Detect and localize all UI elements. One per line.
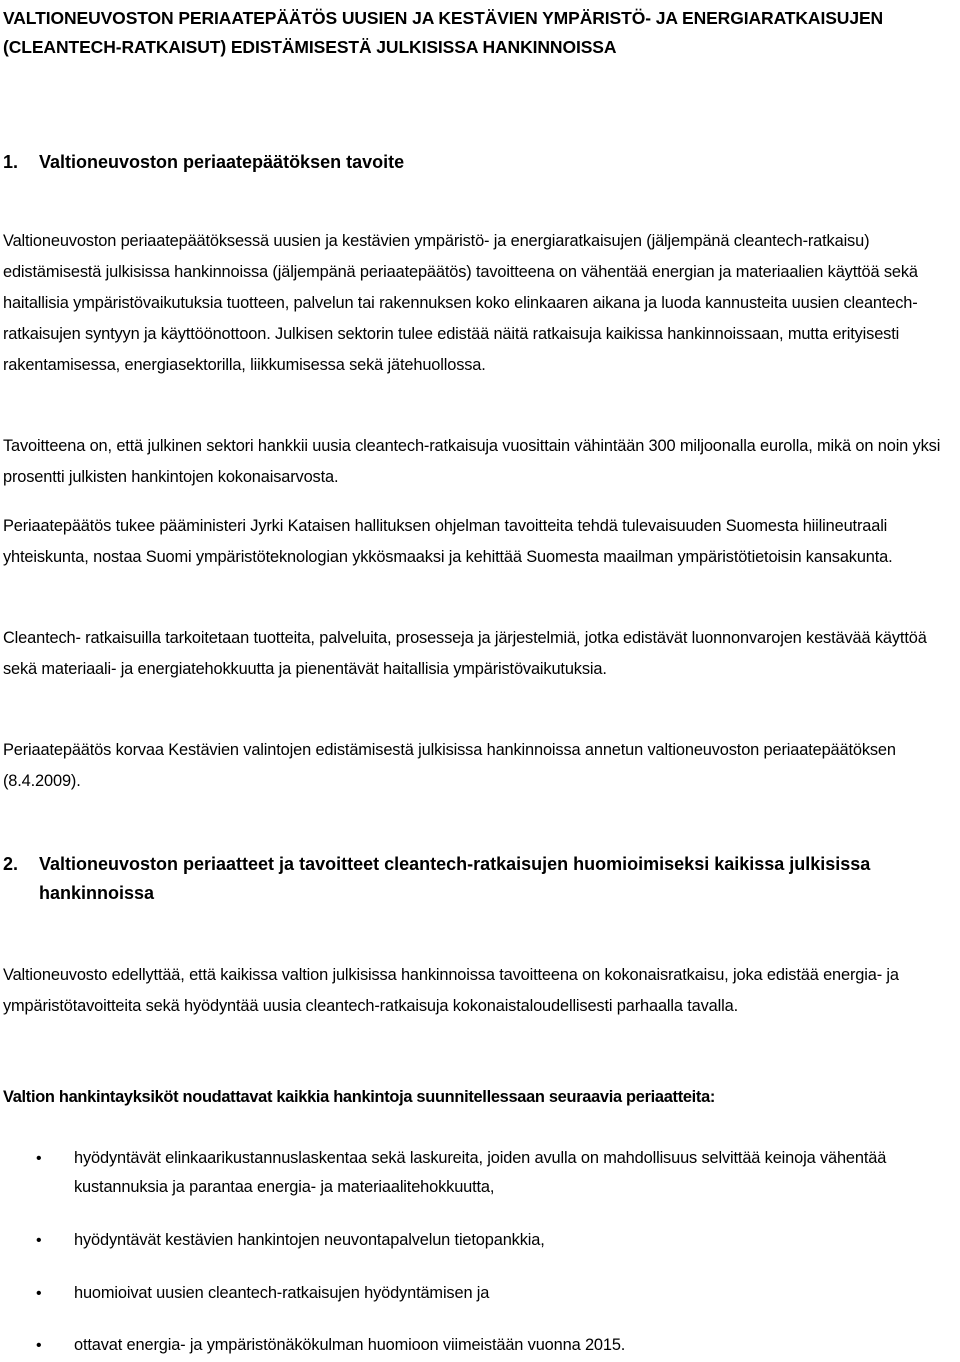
section-1-paragraph-4: Cleantech- ratkaisuilla tarkoitetaan tuotteita, palveluita, prosesseja ja järjestelmiä, jotka edistävät luonnonvarojen kestävää käyttöä sekä materiaali- ja energiatehokkuutta ja pienentävät haitallisia ympäristövaikutuksia. — [3, 629, 927, 678]
section-1-paragraph-1: Valtioneuvoston periaatepäätöksessä uusien ja kestävien ympäristö- ja energiaratkaisujen (jäljempänä cleantech-ratkaisu) edistämisestä julkisissa hankinnoissa (jäljempänä periaatepäätös) tavoitteena on vähentää energian ja materiaalien käyttöä sekä haitallisia ympäristövaikutuksia tuotteen, palvelun tai rakennuksen koko elinkaaren aikana ja luoda kannusteita uusien cleantech- ratkaisujen syntyyn ja käyttöönottoon. Julkisen sektorin tulee edistää näitä ratkaisuja kaikissa hankinnoissaan, mutta erityisesti rakentamisessa, energiasektorilla, liikkumisessa sekä jätehuollossa. — [3, 232, 918, 374]
section-1-heading — [3, 148, 919, 177]
bullet-icon: • — [36, 1285, 42, 1302]
list-item-text: huomioivat uusien cleantech-ratkaisujen hyödyntämisen ja — [74, 1284, 490, 1302]
document-title: VALTIONEUVOSTON PERIAATEPÄÄTÖS UUSIEN JA KESTÄVIEN YMPÄRISTÖ- JA ENERGIARATKAISUJEN (CLEANTECH-RATKAISUT) EDISTÄMISESTÄ JULKISISSA HANKINNOISSA — [3, 8, 884, 57]
section-2-heading — [3, 850, 919, 908]
section-1-paragraph-5: Periaatepäätös korvaa Kestävien valintojen edistämisestä julkisissa hankinnoissa annetun valtioneuvoston periaatepäätöksen (8.4.2009). — [3, 741, 896, 790]
bullet-icon: • — [36, 1150, 42, 1167]
section-2-bold-lead: Valtion hankintayksiköt noudattavat kaikkia hankintoja suunnitellessaan seuraavia periaatteita: — [3, 1088, 716, 1106]
list-item-text: ottavat energia- ja ympäristönäkökulman huomioon viimeistään vuonna 2015. — [74, 1336, 626, 1354]
section-1-paragraph-2: Tavoitteena on, että julkinen sektori hankkii uusia cleantech-ratkaisuja vuosittain vähintään 300 miljoonalla eurolla, mikä on noin yksi prosentti julkisten hankintojen kokonaisarvosta. — [3, 437, 941, 486]
section-1-paragraph-3: Periaatepäätös tukee pääministeri Jyrki Kataisen hallituksen ohjelman tavoitteita tehdä tulevaisuuden Suomesta hiilineutraali yhteiskunta, nostaa Suomi ympäristöteknologian ykkösmaaksi ja kehittää Suomesta maailman ympäristötietoisin kansakunta. — [3, 517, 893, 566]
section-2-heading-text: Valtioneuvoston periaatteet ja tavoitteet cleantech-ratkaisujen huomioimiseksi kaikissa julkisissa hankinnoissa — [39, 854, 871, 903]
bullet-icon: • — [36, 1337, 42, 1354]
list-item-text: hyödyntävät elinkaarikustannuslaskentaa sekä laskureita, joiden avulla on mahdollisuus selvittää keinoja vähentää kustannuksia ja parantaa energia- ja materiaalitehokkuutta, — [74, 1149, 887, 1196]
section-2-number: 2. — [3, 854, 19, 874]
list-item-text: hyödyntävät kestävien hankintojen neuvontapalvelun tietopankkia, — [74, 1231, 545, 1249]
section-1-number: 1. — [3, 152, 19, 172]
section-2-paragraph: Valtioneuvosto edellyttää, että kaikissa valtion julkisissa hankinnoissa tavoitteena on kokonaisratkaisu, joka edistää energia- ja ympäristötavoitteita sekä hyödyntää uusia cleantech-ratkaisuja kokonaistaloudellisesti parhaalla tavalla. — [3, 966, 899, 1015]
section-1-heading-text: Valtioneuvoston periaatepäätöksen tavoite — [39, 152, 405, 172]
bullet-icon: • — [36, 1232, 42, 1249]
